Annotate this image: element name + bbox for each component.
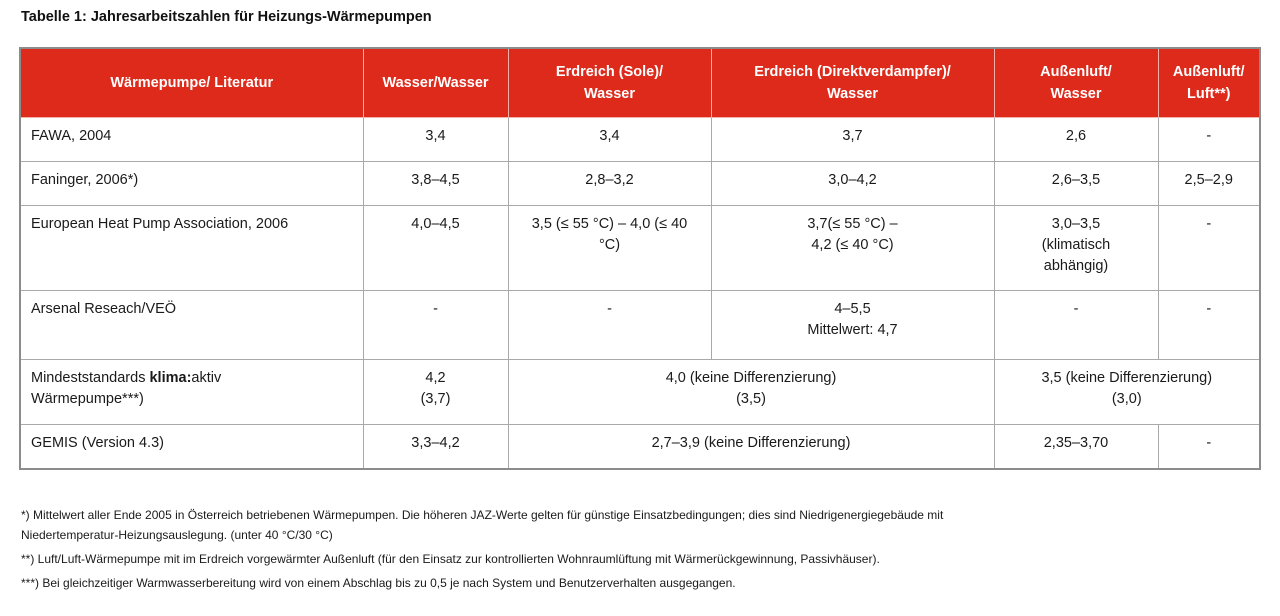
header-outdoor-air-water: Außenluft/ Wasser bbox=[994, 48, 1158, 118]
cell-air-water: - bbox=[994, 291, 1158, 360]
row-label: Mindeststandards klima:aktiv Wärmepumpe***) bbox=[20, 360, 363, 425]
cell-air-water: 2,6 bbox=[994, 118, 1158, 162]
header-heat-pump-literature: Wärmepumpe/ Literatur bbox=[20, 48, 363, 118]
cell-water-water: 4,0–4,5 bbox=[363, 206, 508, 291]
row-label: FAWA, 2004 bbox=[20, 118, 363, 162]
table-row bbox=[20, 118, 1260, 162]
cell-water-water: 3,4 bbox=[363, 118, 508, 162]
cell-air-air: - bbox=[1158, 118, 1260, 162]
cell-ground-brine: 2,8–3,2 bbox=[508, 162, 711, 206]
header-ground-brine-water: Erdreich (Sole)/ Wasser bbox=[508, 48, 711, 118]
cell-air-air: 2,5–2,9 bbox=[1158, 162, 1260, 206]
table-header-row bbox=[20, 48, 1260, 118]
cell-water-water: 3,3–4,2 bbox=[363, 425, 508, 470]
footnotes bbox=[21, 505, 1261, 597]
cell-ground-brine: 3,5 (≤ 55 °C) – 4,0 (≤ 40 °C) bbox=[508, 206, 711, 291]
cell-ground-direct: 4–5,5 Mittelwert: 4,7 bbox=[711, 291, 994, 360]
row-label: Faninger, 2006*) bbox=[20, 162, 363, 206]
cell-air-air: - bbox=[1158, 291, 1260, 360]
klima-aktiv-brand: klima: bbox=[149, 370, 192, 386]
cell-water-water: 3,8–4,5 bbox=[363, 162, 508, 206]
table-row bbox=[20, 425, 1260, 470]
cell-air-air: - bbox=[1158, 425, 1260, 470]
footnote-1: *) Mittelwert aller Ende 2005 in Österreich betriebenen Wärmepumpen. Die höheren JAZ-Werte gelten für günstige Einsatzbedingungen; dies sind Niedrigenergiegebäude mit Niedertemperatur-Heizungsauslegung. (unter 40 °C/30 °C) bbox=[21, 508, 944, 542]
table-caption: Tabelle 1: Jahresarbeitszahlen für Heizungs-Wärmepumpen bbox=[21, 9, 432, 25]
table-row bbox=[20, 206, 1260, 291]
row-label: Arsenal Reseach/VEÖ bbox=[20, 291, 363, 360]
table-row bbox=[20, 291, 1260, 360]
cell-air-water: 3,0–3,5 (klimatisch abhängig) bbox=[994, 206, 1158, 291]
footnote-3: ***) Bei gleichzeitiger Warmwasserbereitung wird von einem Abschlag bis zu 0,5 je nach System und Benutzerverhalten ausgegangen. bbox=[21, 576, 736, 590]
cell-ground-direct: 3,0–4,2 bbox=[711, 162, 994, 206]
cell-air-water: 2,35–3,70 bbox=[994, 425, 1158, 470]
cell-air-water: 2,6–3,5 bbox=[994, 162, 1158, 206]
cell-ground-direct: 3,7(≤ 55 °C) – 4,2 (≤ 40 °C) bbox=[711, 206, 994, 291]
cell-ground-merged: 4,0 (keine Differenzierung) (3,5) bbox=[508, 360, 994, 425]
header-water-water: Wasser/Wasser bbox=[363, 48, 508, 118]
cell-ground-brine: 3,4 bbox=[508, 118, 711, 162]
row-label: European Heat Pump Association, 2006 bbox=[20, 206, 363, 291]
header-ground-direct-water: Erdreich (Direktverdampfer)/ Wasser bbox=[711, 48, 994, 118]
cell-air-air: - bbox=[1158, 206, 1260, 291]
header-outdoor-air-air: Außenluft/ Luft**) bbox=[1158, 48, 1260, 118]
cell-air-merged: 3,5 (keine Differenzierung) (3,0) bbox=[994, 360, 1260, 425]
cell-water-water: - bbox=[363, 291, 508, 360]
table-row bbox=[20, 162, 1260, 206]
cell-water-water: 4,2 (3,7) bbox=[363, 360, 508, 425]
cell-ground-merged: 2,7–3,9 (keine Differenzierung) bbox=[508, 425, 994, 470]
footnote-2: **) Luft/Luft-Wärmepumpe mit im Erdreich vorgewärmter Außenluft (für den Einsatz zur kontrollierten Wohnraumlüftung mit Wärmerückgewinnung, Passivhäuser). bbox=[21, 552, 880, 566]
heat-pump-table bbox=[19, 47, 1261, 470]
cell-ground-direct: 3,7 bbox=[711, 118, 994, 162]
table-row bbox=[20, 360, 1260, 425]
row-label: GEMIS (Version 4.3) bbox=[20, 425, 363, 470]
cell-ground-brine: - bbox=[508, 291, 711, 360]
